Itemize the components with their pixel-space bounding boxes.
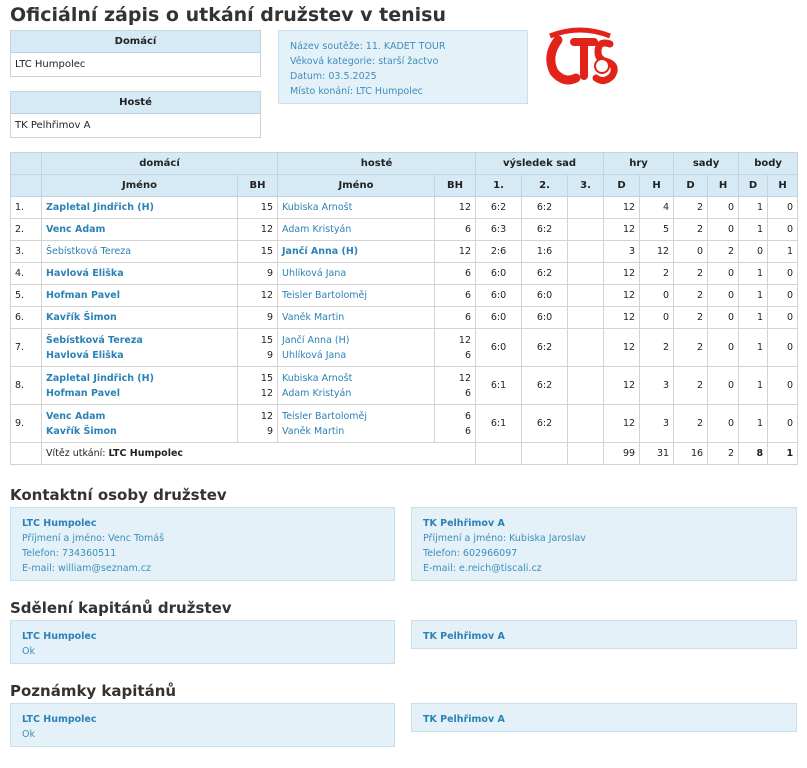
summary-blank — [11, 443, 42, 465]
away-player-bh-cell — [435, 241, 476, 263]
match-number: 7. — [11, 329, 42, 367]
home-player-bh: 12 — [260, 410, 273, 422]
home-contact-email: E-mail: william@seznam.cz — [22, 563, 152, 574]
captains-notes-title: Poznámky kapitánů — [10, 682, 177, 700]
away-contact-box — [411, 507, 797, 581]
subheader-set1: 1. — [476, 175, 522, 197]
away-player-bh: 12 — [458, 334, 472, 346]
set2-score: 1:6 — [522, 241, 568, 263]
set3-score — [568, 241, 604, 263]
matches-table-body — [11, 197, 798, 443]
away-team-header: Hosté — [11, 92, 260, 114]
away-player-name: Jančí Anna (H) — [282, 246, 359, 257]
subheader-blank — [11, 175, 42, 197]
away-player-name: Vaněk Martin — [282, 312, 345, 323]
header-games: hry — [604, 153, 674, 175]
table-row — [11, 405, 798, 443]
away-player-bh: 6 — [464, 349, 472, 361]
home-player-name: Havlová Eliška — [46, 268, 124, 279]
sets-h: 2 — [708, 241, 739, 263]
away-contact-team: TK Pelhřimov A — [423, 518, 505, 529]
away-captain-message-box — [411, 620, 797, 649]
header-points: body — [739, 153, 798, 175]
home-captain-message-box — [10, 620, 395, 664]
subheader-set2: 2. — [522, 175, 568, 197]
sets-h: 0 — [708, 329, 739, 367]
match-number: 8. — [11, 367, 42, 405]
sets-d: 2 — [674, 405, 708, 443]
sets-h: 0 — [708, 367, 739, 405]
set3-score — [568, 405, 604, 443]
home-team-header: Domácí — [11, 31, 260, 53]
sets-h: 0 — [708, 197, 739, 219]
away-contact-email: E-mail: e.reich@tiscali.cz — [423, 563, 542, 574]
home-player-name-cell — [42, 219, 238, 241]
subheader-points-h: H — [768, 175, 798, 197]
sets-d: 2 — [674, 367, 708, 405]
sets-h: 0 — [708, 263, 739, 285]
away-captain-message-team: TK Pelhřimov A — [423, 631, 505, 642]
home-player-bh: 9 — [266, 312, 273, 323]
set3-score — [568, 367, 604, 405]
match-number: 5. — [11, 285, 42, 307]
games-d: 12 — [604, 405, 640, 443]
away-player-name: Vaněk Martin — [282, 425, 345, 437]
table-row — [11, 367, 798, 405]
away-player-name: Kubiska Arnošt — [282, 202, 353, 213]
set2-score: 6:2 — [522, 197, 568, 219]
sets-d: 0 — [674, 241, 708, 263]
subheader-games-h: H — [640, 175, 674, 197]
points-h: 0 — [768, 329, 798, 367]
home-player-name-cell — [42, 307, 238, 329]
points-d: 1 — [739, 219, 768, 241]
sets-h: 0 — [708, 285, 739, 307]
summary-row — [11, 443, 798, 465]
away-player-bh: 6 — [464, 425, 472, 437]
points-h: 1 — [768, 241, 798, 263]
sets-h: 0 — [708, 219, 739, 241]
away-player-bh: 6 — [464, 410, 472, 422]
points-d: 1 — [739, 329, 768, 367]
away-player-bh: 6 — [464, 290, 472, 301]
away-player-bh: 12 — [458, 202, 472, 213]
games-d: 12 — [604, 329, 640, 367]
summary-set2 — [522, 443, 568, 465]
match-winner — [42, 443, 476, 465]
home-player-bh: 12 — [260, 290, 273, 301]
home-player-name-cell — [42, 405, 238, 443]
games-h: 2 — [640, 263, 674, 285]
sets-d: 2 — [674, 197, 708, 219]
winner-label: Vítěz utkání: — [46, 448, 106, 459]
home-player-name: Zapletal Jindřich (H) — [46, 202, 154, 213]
games-d: 3 — [604, 241, 640, 263]
points-h: 0 — [768, 197, 798, 219]
away-captain-note-team: TK Pelhřimov A — [423, 714, 505, 725]
table-row — [11, 307, 798, 329]
set3-score — [568, 197, 604, 219]
subheader-sets-h: H — [708, 175, 739, 197]
away-player-bh-cell — [435, 219, 476, 241]
games-h: 5 — [640, 219, 674, 241]
away-player-name-cell — [278, 197, 435, 219]
away-player-bh: 12 — [458, 372, 472, 384]
header-blank — [11, 153, 42, 175]
set2-score: 6:2 — [522, 367, 568, 405]
away-player-name: Adam Kristyán — [282, 387, 352, 399]
away-player-bh-cell — [435, 405, 476, 443]
away-player-name-cell — [278, 367, 435, 405]
header-sets: výsledek sad — [476, 153, 604, 175]
home-team-name: LTC Humpolec — [15, 59, 86, 70]
away-player-name: Uhlíková Jana — [282, 349, 347, 361]
subheader-away-name: Jméno — [278, 175, 435, 197]
set1-score: 2:6 — [476, 241, 522, 263]
contacts-title: Kontaktní osoby družstev — [10, 486, 227, 504]
away-player-bh-cell — [435, 285, 476, 307]
home-player-bh-cell — [238, 263, 278, 285]
home-captain-note-box — [10, 703, 395, 747]
table-row — [11, 285, 798, 307]
games-d: 12 — [604, 285, 640, 307]
home-player-bh: 15 — [260, 334, 273, 346]
summary-games-h: 31 — [640, 443, 674, 465]
home-player-bh: 9 — [266, 425, 273, 437]
home-player-name: Zapletal Jindřich (H) — [46, 372, 154, 384]
points-d: 1 — [739, 197, 768, 219]
summary-set1 — [476, 443, 522, 465]
summary-sets-d: 16 — [674, 443, 708, 465]
match-number: 2. — [11, 219, 42, 241]
home-contact-name: Příjmení a jméno: Venc Tomáš — [22, 533, 165, 544]
home-player-bh: 15 — [260, 372, 273, 384]
subheader-home-bh: BH — [238, 175, 278, 197]
games-d: 12 — [604, 219, 640, 241]
home-contact-phone: Telefon: 734360511 — [22, 548, 117, 559]
games-d: 12 — [604, 263, 640, 285]
home-player-bh-cell — [238, 241, 278, 263]
home-contact-box — [10, 507, 395, 581]
set2-score: 6:2 — [522, 405, 568, 443]
home-player-name: Havlová Eliška — [46, 349, 124, 361]
away-player-name-cell — [278, 219, 435, 241]
games-d: 12 — [604, 367, 640, 405]
home-captain-message-team: LTC Humpolec — [22, 631, 97, 642]
competition-name: Název soutěže: 11. KADET TOUR — [290, 41, 446, 52]
summary-points-h: 1 — [768, 443, 798, 465]
away-player-name: Teisler Bartoloměj — [282, 290, 368, 301]
captains-messages-title: Sdělení kapitánů družstev — [10, 599, 232, 617]
home-team-box — [10, 30, 261, 77]
points-h: 0 — [768, 405, 798, 443]
home-player-name-cell — [42, 329, 238, 367]
subheader-home-name: Jméno — [42, 175, 238, 197]
sets-d: 2 — [674, 263, 708, 285]
set3-score — [568, 307, 604, 329]
match-date: Datum: 03.5.2025 — [290, 71, 377, 82]
set2-score: 6:2 — [522, 329, 568, 367]
match-number: 4. — [11, 263, 42, 285]
away-player-name-cell — [278, 405, 435, 443]
set1-score: 6:3 — [476, 219, 522, 241]
set2-score: 6:0 — [522, 307, 568, 329]
away-player-name: Teisler Bartoloměj — [282, 410, 368, 422]
away-player-bh-cell — [435, 197, 476, 219]
games-h: 2 — [640, 329, 674, 367]
games-h: 4 — [640, 197, 674, 219]
home-player-bh: 9 — [266, 268, 273, 279]
home-player-name: Hofman Pavel — [46, 290, 121, 301]
home-player-bh-cell — [238, 307, 278, 329]
points-d: 1 — [739, 405, 768, 443]
subheader-sets-d: D — [674, 175, 708, 197]
home-player-bh-cell — [238, 329, 278, 367]
home-captain-note-team: LTC Humpolec — [22, 714, 97, 725]
subheader-set3: 3. — [568, 175, 604, 197]
set2-score: 6:2 — [522, 263, 568, 285]
summary-sets-h: 2 — [708, 443, 739, 465]
sets-d: 2 — [674, 329, 708, 367]
home-player-bh-cell — [238, 219, 278, 241]
away-team-name: TK Pelhřimov A — [15, 120, 91, 131]
away-team-box — [10, 91, 261, 138]
home-captain-note-text: Ok — [22, 729, 35, 740]
set3-score — [568, 285, 604, 307]
away-player-name-cell — [278, 263, 435, 285]
set1-score: 6:1 — [476, 405, 522, 443]
set1-score: 6:0 — [476, 329, 522, 367]
table-row — [11, 219, 798, 241]
header-away: hosté — [278, 153, 476, 175]
games-h: 0 — [640, 307, 674, 329]
set1-score: 6:2 — [476, 197, 522, 219]
home-captain-message-text: Ok — [22, 646, 35, 657]
away-player-name-cell — [278, 241, 435, 263]
away-player-name-cell — [278, 329, 435, 367]
points-h: 0 — [768, 285, 798, 307]
away-player-bh: 6 — [464, 387, 472, 399]
match-info-box — [278, 30, 528, 104]
sets-d: 2 — [674, 285, 708, 307]
away-player-bh-cell — [435, 367, 476, 405]
home-player-bh-cell — [238, 405, 278, 443]
match-number: 6. — [11, 307, 42, 329]
away-contact-name: Příjmení a jméno: Kubiska Jaroslav — [423, 533, 586, 544]
home-player-name: Hofman Pavel — [46, 387, 121, 399]
away-player-bh: 6 — [464, 224, 472, 235]
home-player-name-cell — [42, 241, 238, 263]
away-player-bh: 6 — [464, 268, 472, 279]
match-number: 3. — [11, 241, 42, 263]
subheader-games-d: D — [604, 175, 640, 197]
home-contact-team: LTC Humpolec — [22, 518, 97, 529]
sets-h: 0 — [708, 405, 739, 443]
away-player-name: Jančí Anna (H) — [282, 334, 350, 346]
set3-score — [568, 263, 604, 285]
club-logo-icon — [540, 26, 624, 95]
home-player-bh: 12 — [260, 387, 273, 399]
summary-points-d: 8 — [739, 443, 768, 465]
points-d: 0 — [739, 241, 768, 263]
set1-score: 6:1 — [476, 367, 522, 405]
points-h: 0 — [768, 263, 798, 285]
set2-score: 6:0 — [522, 285, 568, 307]
away-contact-phone: Telefon: 602966097 — [423, 548, 518, 559]
points-h: 0 — [768, 219, 798, 241]
away-captain-note-box — [411, 703, 797, 732]
match-number: 9. — [11, 405, 42, 443]
home-player-bh-cell — [238, 197, 278, 219]
age-category: Věková kategorie: starší žactvo — [290, 56, 439, 67]
points-d: 1 — [739, 263, 768, 285]
home-player-name: Šebístková Tereza — [46, 246, 132, 257]
set1-score: 6:0 — [476, 307, 522, 329]
header-sets-total: sady — [674, 153, 739, 175]
table-row — [11, 197, 798, 219]
winner-team: LTC Humpolec — [108, 448, 184, 459]
home-player-name: Kavřík Šimon — [46, 312, 117, 323]
home-player-name: Kavřík Šimon — [46, 425, 117, 437]
matches-table — [10, 152, 798, 465]
away-player-bh-cell — [435, 263, 476, 285]
away-player-name: Kubiska Arnošt — [282, 372, 353, 384]
sets-d: 2 — [674, 307, 708, 329]
header-home: domácí — [42, 153, 278, 175]
home-player-name: Venc Adam — [46, 410, 106, 422]
away-player-bh-cell — [435, 329, 476, 367]
set1-score: 6:0 — [476, 285, 522, 307]
match-number: 1. — [11, 197, 42, 219]
points-h: 0 — [768, 307, 798, 329]
page-title: Oficiální zápis o utkání družstev v tenisu — [10, 4, 446, 26]
games-d: 12 — [604, 197, 640, 219]
match-venue: Místo konání: LTC Humpolec — [290, 86, 423, 97]
table-row — [11, 241, 798, 263]
summary-set3 — [568, 443, 604, 465]
subheader-away-bh: BH — [435, 175, 476, 197]
away-player-bh: 12 — [458, 246, 472, 257]
sets-h: 0 — [708, 307, 739, 329]
points-h: 0 — [768, 367, 798, 405]
table-row — [11, 329, 798, 367]
games-h: 3 — [640, 367, 674, 405]
home-player-bh: 15 — [260, 246, 273, 257]
home-player-bh: 15 — [260, 202, 273, 213]
home-player-name-cell — [42, 263, 238, 285]
table-row — [11, 263, 798, 285]
set3-score — [568, 219, 604, 241]
subheader-points-d: D — [739, 175, 768, 197]
home-player-name-cell — [42, 367, 238, 405]
points-d: 1 — [739, 367, 768, 405]
home-player-name: Venc Adam — [46, 224, 106, 235]
home-player-bh: 12 — [260, 224, 273, 235]
points-d: 1 — [739, 307, 768, 329]
away-player-name-cell — [278, 307, 435, 329]
sets-d: 2 — [674, 219, 708, 241]
set3-score — [568, 329, 604, 367]
points-d: 1 — [739, 285, 768, 307]
games-h: 0 — [640, 285, 674, 307]
home-player-name-cell — [42, 285, 238, 307]
away-player-name-cell — [278, 285, 435, 307]
games-h: 12 — [640, 241, 674, 263]
set2-score: 6:2 — [522, 219, 568, 241]
games-d: 12 — [604, 307, 640, 329]
home-player-name-cell — [42, 197, 238, 219]
summary-games-d: 99 — [604, 443, 640, 465]
away-player-bh-cell — [435, 307, 476, 329]
home-player-bh-cell — [238, 367, 278, 405]
home-player-name: Šebístková Tereza — [46, 334, 143, 346]
away-player-name: Uhlíková Jana — [282, 268, 347, 279]
away-player-bh: 6 — [464, 312, 472, 323]
away-player-name: Adam Kristyán — [282, 224, 352, 235]
home-player-bh-cell — [238, 285, 278, 307]
games-h: 3 — [640, 405, 674, 443]
home-player-bh: 9 — [266, 349, 273, 361]
set1-score: 6:0 — [476, 263, 522, 285]
